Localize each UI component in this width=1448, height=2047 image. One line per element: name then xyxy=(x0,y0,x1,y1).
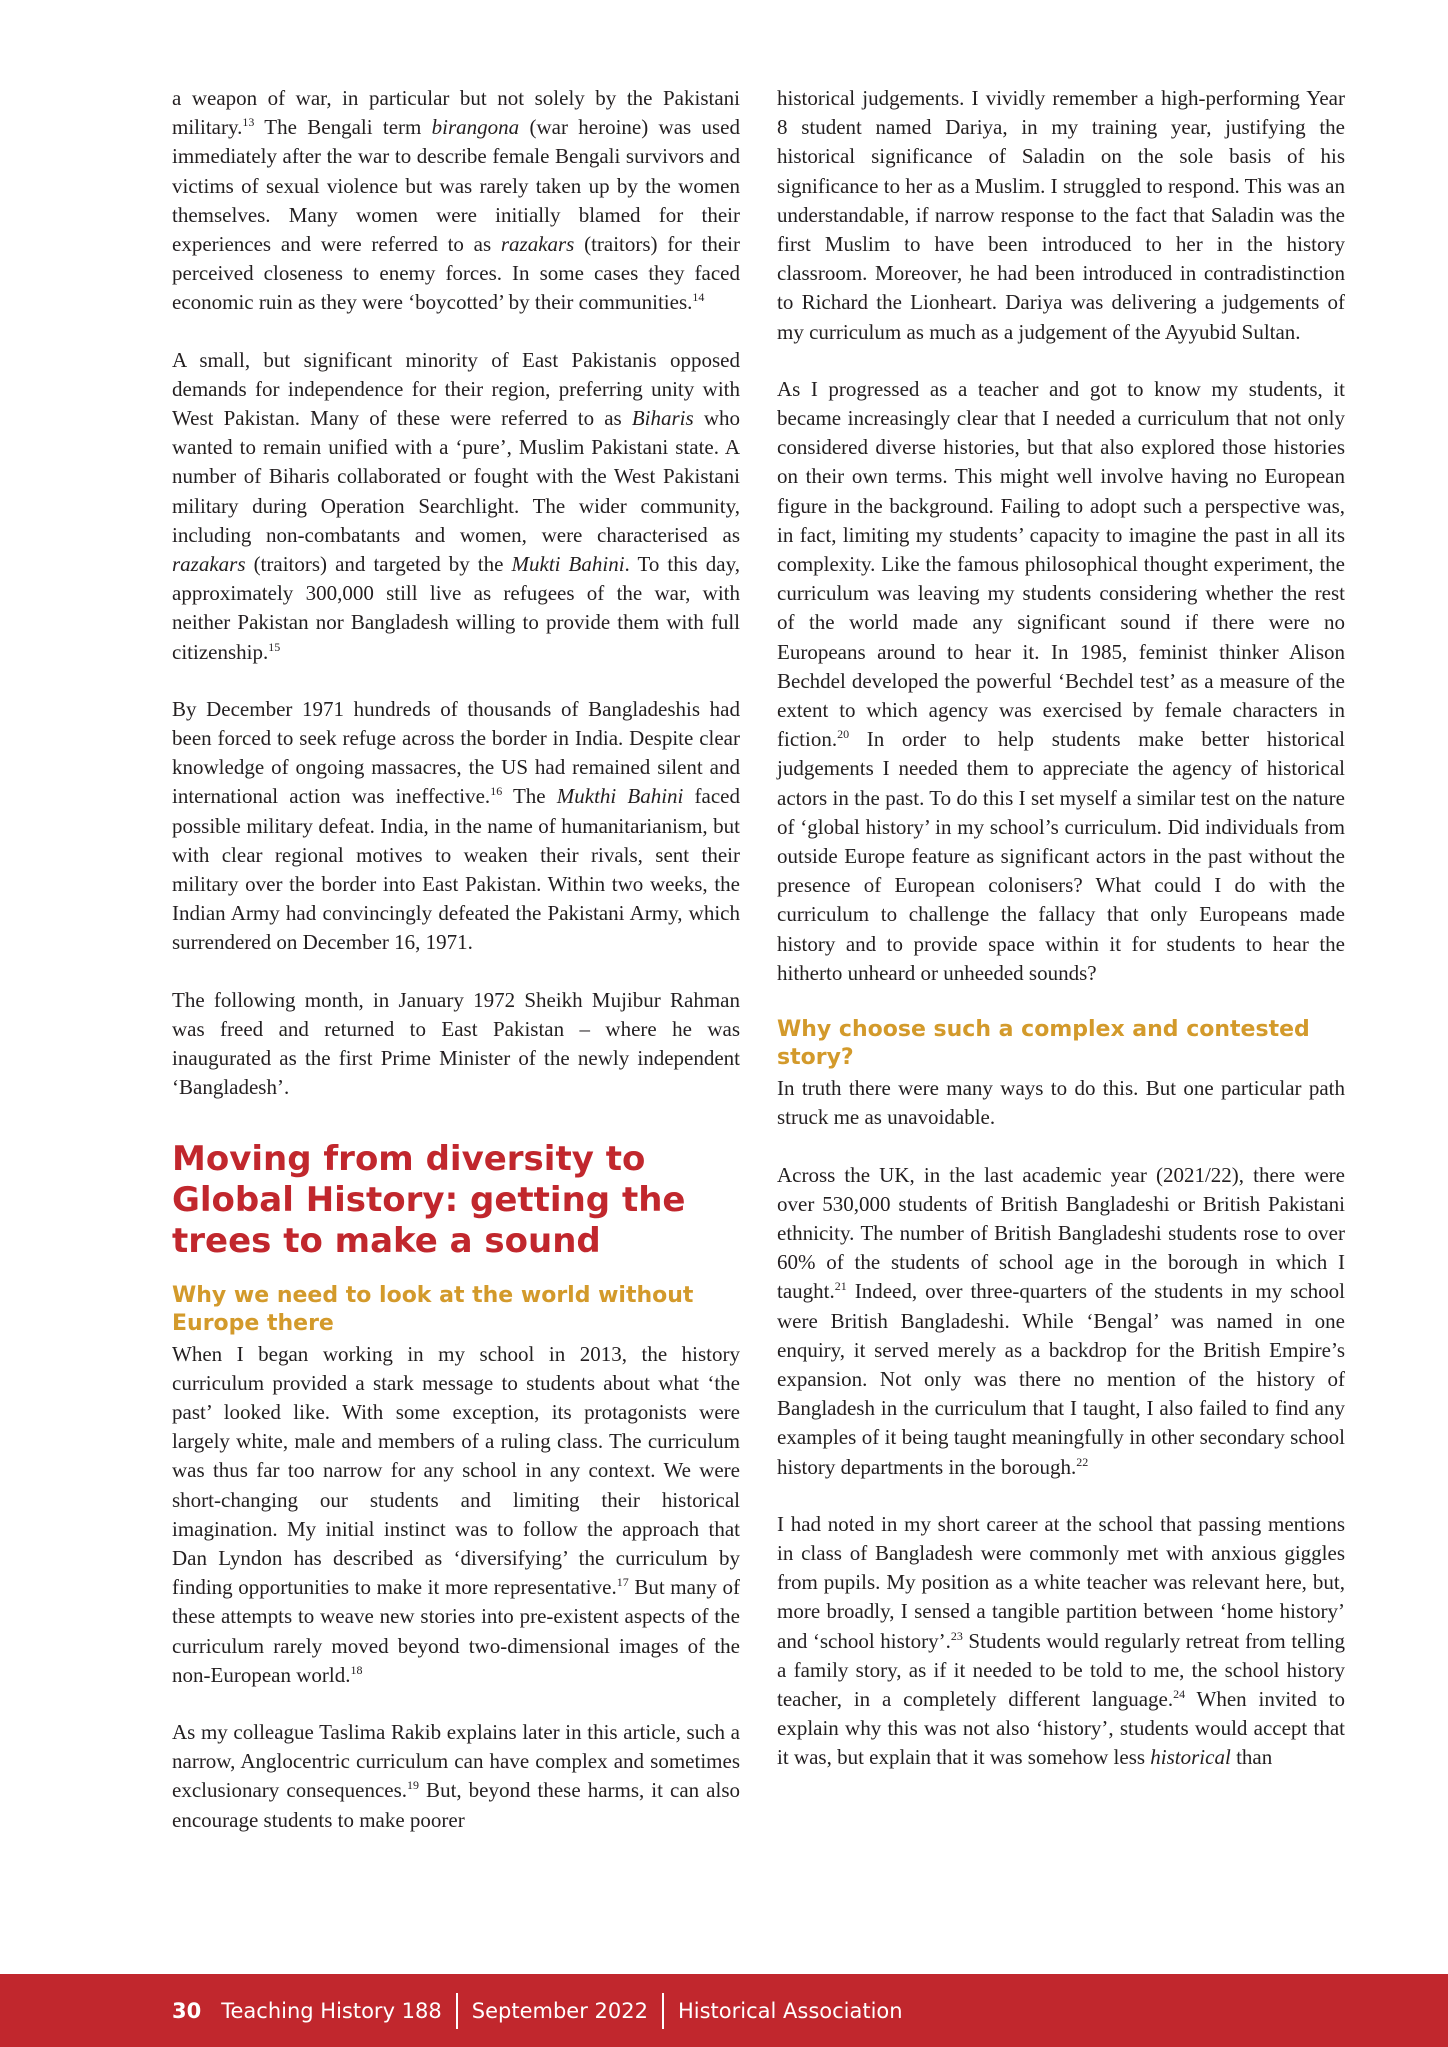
body-paragraph: The following month, in January 1972 Sheikh Mujibur Rahman was freed and returned to East Pakistan – where he was inaugurated as the first Prime Minister of the newly independent ‘Bangladesh’. xyxy=(172,987,740,1100)
issue-date: September 2022 xyxy=(471,1998,648,2023)
footnote-ref[interactable]: 15 xyxy=(268,639,281,654)
page-footer xyxy=(0,1974,1448,2047)
footnote-ref[interactable]: 13 xyxy=(242,115,255,130)
footer-divider xyxy=(662,1993,664,2029)
body-paragraph: A small, but significant minority of East Pakistanis opposed demands for independence for their region, preferring unity with West Pakistan. Many of these were referred to as Biharis who wanted to remain unified with a ‘pure’, Muslim Pakistani state. A number of Biharis collaborated or fought with the West Pakistani military during Operation Searchlight. The wider community, including non-combatants and women, were characterised as razakars (traitors) and targeted by the Mukti Bahini. To this day, approximately 300,000 still live as refugees of the war, with neither Pakistan nor Bangladesh willing to provide them with full citizenship.$^{15}$ xyxy=(172,347,740,664)
body-paragraph: Across the UK, in the last academic year (2021/22), there were over 530,000 students of British Bangladeshi or British Pakistani ethnicity. The number of British Bangladeshi students rose to over 60% of the students of school age in the borough in which I taught.$^{21}$ Indeed, over three-quarters of the students in my school were British Bangladeshi. While ‘Bengal’ was named in one enquiry, it served merely as a backdrop for the British Empire’s expansion. Not only was there no mention of the history of Bangladesh in the curriculum that I taught, I also failed to find any examples of it being taught meaningfully in other secondary school history departments in the borough.$^{22}$ xyxy=(777,1162,1345,1479)
page-number: 30 xyxy=(172,1998,202,2023)
footnote-ref[interactable]: 17 xyxy=(616,1575,629,1590)
body-paragraph: In truth there were many ways to do this. But one particular path struck me as unavoidable. xyxy=(777,1076,1345,1130)
body-paragraph: As I progressed as a teacher and got to know my students, it became increasingly clear that I needed a curriculum that not only considered diverse histories, but that also explored those histories on their own terms. This might well involve having no European figure in the background. Failing to adopt such a perspective was, in fact, limiting my students’ capacity to imagine the past in all its complexity. Like the famous philosophical thought experiment, the curriculum was leaving my students considering whether the rest of the world made any significant sound if there were no Europeans around to hear it. In 1985, feminist thinker Alison Bechdel developed the powerful ‘Bechdel test’ as a measure of the extent to which agency was exercised by female characters in fiction.$^{20}$ In order to help students make better historical judgements I needed them to appreciate the agency of historical actors in the past. To do this I set myself a similar test on the nature of ‘global history’ in my school’s curriculum. Did individuals from outside Europe feature as significant actors in the past without the presence of European colonisers? What could I do with the curriculum to challenge the fallacy that only Europeans made history and to provide space within it for students to hear the hitherto unheard or unheeded sounds? xyxy=(777,376,1345,985)
right-column xyxy=(777,84,1345,1801)
footnote-ref[interactable]: 14 xyxy=(692,290,705,305)
footer-divider xyxy=(456,1993,458,2029)
journal-title: Teaching History 188 xyxy=(221,1998,442,2023)
subheading: Why choose such a complex and contested story? xyxy=(777,1017,1310,1071)
footnote-ref[interactable]: 21 xyxy=(834,1279,847,1294)
footnote-ref[interactable]: 23 xyxy=(950,1628,963,1643)
subheading: Why we need to look at the world without Europe there xyxy=(172,1282,694,1336)
footnote-ref[interactable]: 16 xyxy=(490,784,503,799)
footnote-ref[interactable]: 18 xyxy=(350,1662,363,1677)
body-paragraph: When I began working in my school in 2013, the history curriculum provided a stark message to students about what ‘the past’ looked like. With some exception, its protagonists were largely white, male and members of a ruling class. The curriculum was thus far too narrow for any school in any context. We were short-changing our students and limiting their historical imagination. My initial instinct was to follow the approach that Dan Lyndon has described as ‘diversifying’ the curriculum by finding opportunities to make it more representative.$^{17}$ But many of these attempts to weave new stories into pre-existent aspects of the curriculum rarely moved beyond two-dimensional images of the non-European world.$^{18}$ xyxy=(172,1341,740,1687)
publisher-name: Historical Association xyxy=(677,1998,903,2023)
body-paragraph: By December 1971 hundreds of thousands of Bangladeshis had been forced to seek refuge across the border in India. Despite clear knowledge of ongoing massacres, the US had remained silent and international action was ineffective.$^{16}$ The Mukthi Bahini faced possible military defeat. India, in the name of humanitarianism, but with clear regional motives to weaken their rivals, sent their military over the border into East Pakistan. Within two weeks, the Indian Army had convincingly defeated the Pakistani Army, which surrendered on December 16, 1971. xyxy=(172,696,740,955)
footnote-ref[interactable]: 20 xyxy=(837,727,850,742)
footnote-ref[interactable]: 24 xyxy=(1173,1686,1186,1701)
left-column xyxy=(172,84,740,1863)
body-paragraph: historical judgements. I vividly remember a high-performing Year 8 student named Dariya, in my training year, justifying the historical significance of Saladin on the sole basis of his significance to her as a Muslim. I struggled to respond. This was an understandable, if narrow response to the fact that Saladin was the first Muslim to have been introduced to her in the history classroom. Moreover, he had been introduced in contradistinction to Richard the Lionheart. Dariya was delivering a judgements of my curriculum as much as a judgement of the Ayyubid Sultan. xyxy=(777,86,1345,344)
footnote-ref[interactable]: 22 xyxy=(1076,1454,1089,1469)
footnote-ref[interactable]: 19 xyxy=(407,1778,420,1793)
section-heading: Moving from diversity to Global History: getting the trees to make a sound xyxy=(172,1138,686,1261)
body-paragraph: I had noted in my short career at the school that passing mentions in class of Bangladesh were commonly met with anxious giggles from pupils. My position as a white teacher was relevant here, but, more broadly, I sensed a tangible partition between ‘home history’ and ‘school history’.$^{23}$ Students would regularly retreat from telling a family story, as if it needed to be told to me, the school history teacher, in a completely different language.$^{24}$ When invited to explain why this was not also ‘history’, students would accept that it was, but explain that it was somehow less historical than xyxy=(777,1511,1346,1770)
body-paragraph: As my colleague Taslima Rakib explains later in this article, such a narrow, Anglocentric curriculum can have complex and sometimes exclusionary consequences.$^{19}$ But, beyond these harms, it can also encourage students to make poorer xyxy=(172,1719,740,1832)
body-paragraph: a weapon of war, in particular but not solely by the Pakistani military.$^{13}$ The Bengali term birangona (war heroine) was used immediately after the war to describe female Bengali survivors and victims of sexual violence but was rarely taken up by the women themselves. Many women were initially blamed for their experiences and were referred to as razakars (traitors) for their perceived closeness to enemy forces. In some cases they faced economic ruin as they were ‘boycotted’ by their communities.$^{14}$ xyxy=(172,86,740,315)
